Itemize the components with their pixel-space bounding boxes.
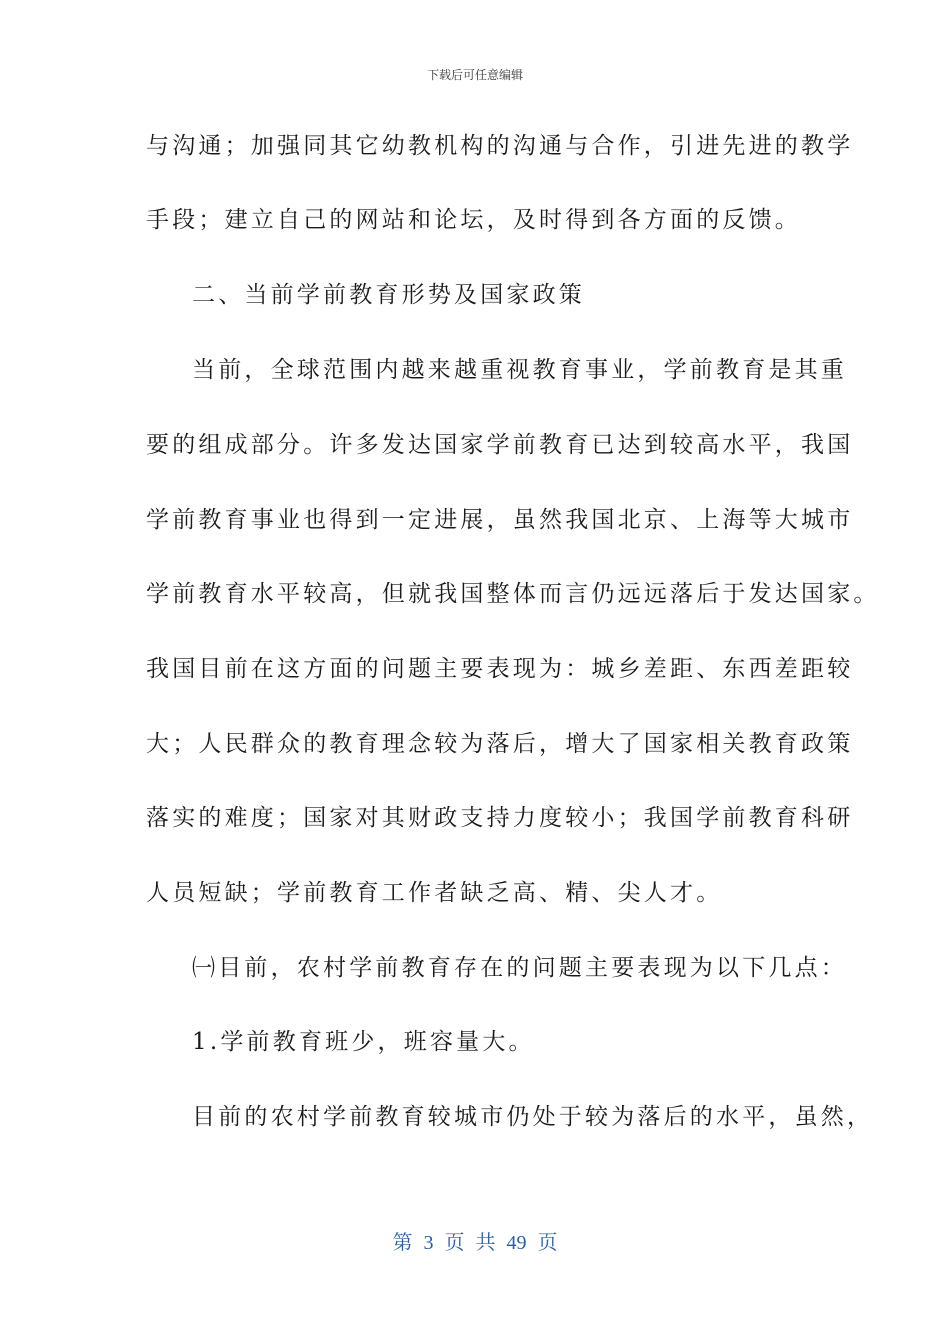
page-number-footer: 第 3 页 共 49 页 [392,1232,558,1254]
paragraph-first-line: 目前的农村学前教育较城市仍处于较为落后的水平，虽然， [192,1104,874,1130]
body-line: 学前教育水平较高，但就我国整体而言仍远远落后于发达国家。 [146,581,880,607]
body-line: 我国目前在这方面的问题主要表现为：城乡差距、东西差距较 [146,656,854,682]
body-line: 要的组成部分。许多发达国家学前教育已达到较高水平，我国 [146,432,854,458]
subsection-heading: ㈠目前，农村学前教育存在的问题主要表现为以下几点： [192,955,847,981]
body-line: 与沟通；加强同其它幼教机构的沟通与合作，引进先进的教学 [146,133,854,159]
body-line: 大；人民群众的教育理念较为落后，增大了国家相关教育政策 [146,731,854,757]
paragraph-first-line: 当前，全球范围内越来越重视教育事业，学前教育是其重 [192,357,847,383]
body-line: 落实的难度；国家对其财政支持力度较小；我国学前教育科研 [146,805,854,831]
section-heading: 二、当前学前教育形势及国家政策 [192,282,585,308]
page-header: 下载后可任意编辑 [426,68,523,82]
numbered-item: 1.学前教育班少，班容量大。 [192,1029,535,1055]
body-line: 手段；建立自己的网站和论坛，及时得到各方面的反馈。 [146,207,801,233]
body-line: 学前教育事业也得到一定进展，虽然我国北京、上海等大城市 [146,507,854,533]
body-line: 人员短缺；学前教育工作者缺乏高、精、尖人才。 [146,880,723,906]
